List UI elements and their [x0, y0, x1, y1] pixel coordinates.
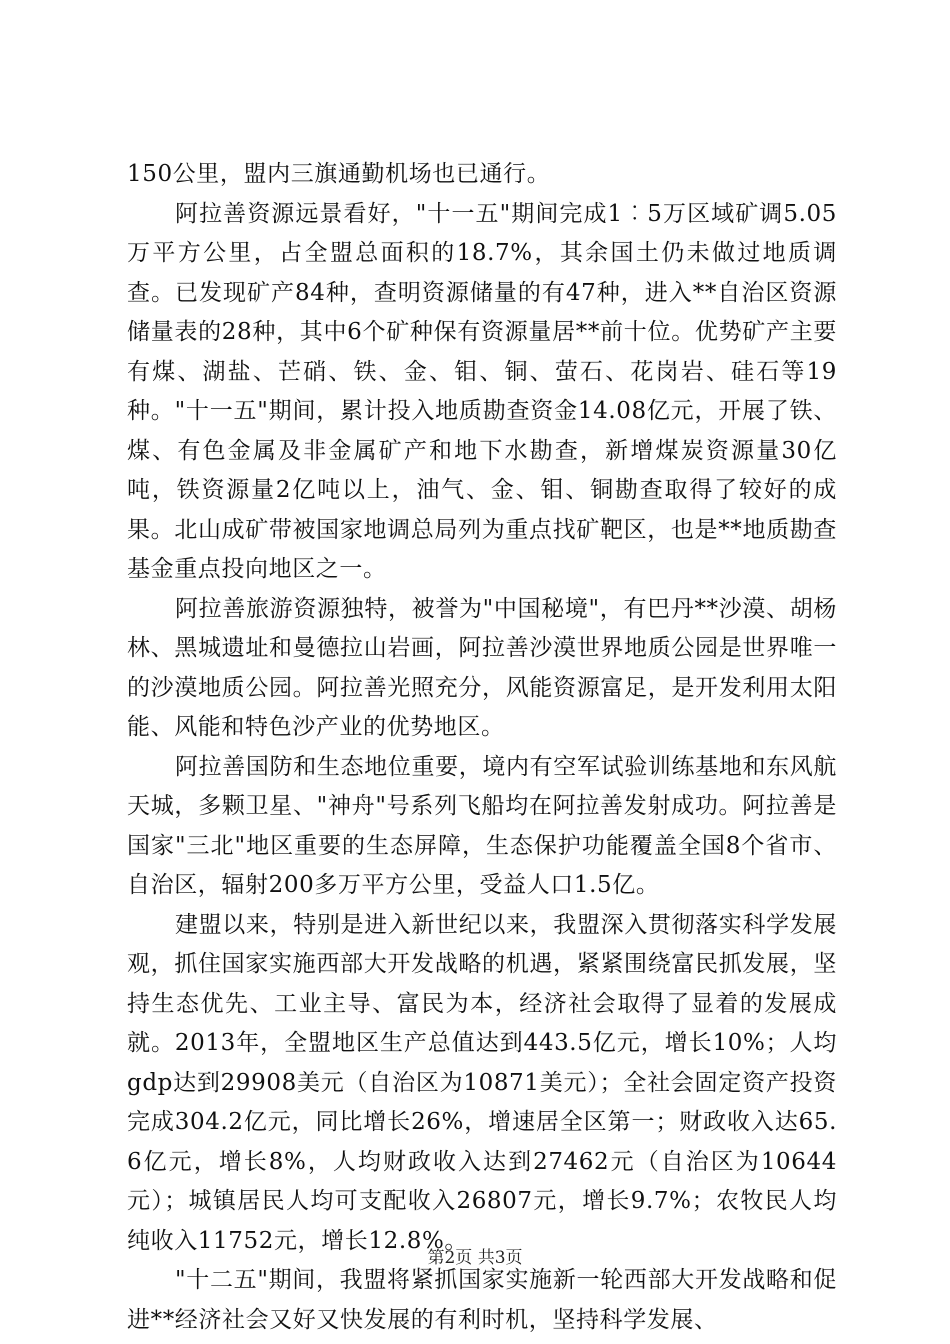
paragraph-development-achievements: 建盟以来，特别是进入新世纪以来，我盟深入贯彻落实科学发展观，抓住国家实施西部大开发战略的机遇，紧紧围绕富民抓发展，坚持生态优先、工业主导、富民为本，经济社会取得了显着的发展成就。2013年，全盟地区生产总值达到443.5亿元，增长10%；人均gdp达到29908美元（自治区为10871美元）；全社会固定资产投资完成304.2亿元，同比增长26%，增速居全区第一；财政收入达65.6亿元，增长8%，人均财政收入达到27462元（自治区为10644元）；城镇居民人均可支配收入26807元，增长9.7%；农牧民人均纯收入11752元，增长12.8%。 — [127, 911, 837, 1254]
paragraph-tourism-resources: 阿拉善旅游资源独特，被誉为"中国秘境"，有巴丹**沙漠、胡杨林、黑城遗址和曼德拉山岩画，阿拉善沙漠世界地质公园是世界唯一的沙漠地质公园。阿拉善光照充分，风能资源富足，是开发利用太阳能、风能和特色沙产业的优势地区。 — [127, 595, 837, 740]
paragraph-defense-ecology: 阿拉善国防和生态地位重要，境内有空军试验训练基地和东风航天城，多颗卫星、"神舟"号系列飞船均在阿拉善发射成功。阿拉善是国家"三北"地区重要的生态屏障，生态保护功能覆盖全国8个省市、自治区，辐射200多万平方公里，受益人口1.5亿。 — [127, 753, 837, 898]
document-body — [127, 155, 837, 1340]
paragraph-continuation: 150公里，盟内三旗通勤机场也已通行。 — [127, 161, 551, 187]
paragraph-twelfth-five-year-plan: "十二五"期间，我盟将紧抓国家实施新一轮西部大开发战略和促进**经济社会又好又快发展的有利时机，坚持科学发展、 — [127, 1267, 837, 1333]
paragraph-mineral-resources: 阿拉善资源远景看好，"十一五"期间完成1︰5万区域矿调5.05万平方公里，占全盟总面积的18.7%，其余国土仍未做过地质调查。已发现矿产84种，查明资源储量的有47种，进入**自治区资源储量表的28种，其中6个矿种保有资源量居**前十位。优势矿产主要有煤、湖盐、芒硝、铁、金、钼、铜、萤石、花岗岩、硅石等19种。"十一五"期间，累计投入地质勘查资金14.08亿元，开展了铁、煤、有色金属及非金属矿产和地下水勘查，新增煤炭资源量30亿吨，铁资源量2亿吨以上，油气、金、钼、铜勘查取得了较好的成果。北山成矿带被国家地调总局列为重点找矿靶区，也是**地质勘查基金重点投向地区之一。 — [127, 200, 837, 582]
page-number-footer: 第2页 共3页 — [427, 1248, 523, 1268]
